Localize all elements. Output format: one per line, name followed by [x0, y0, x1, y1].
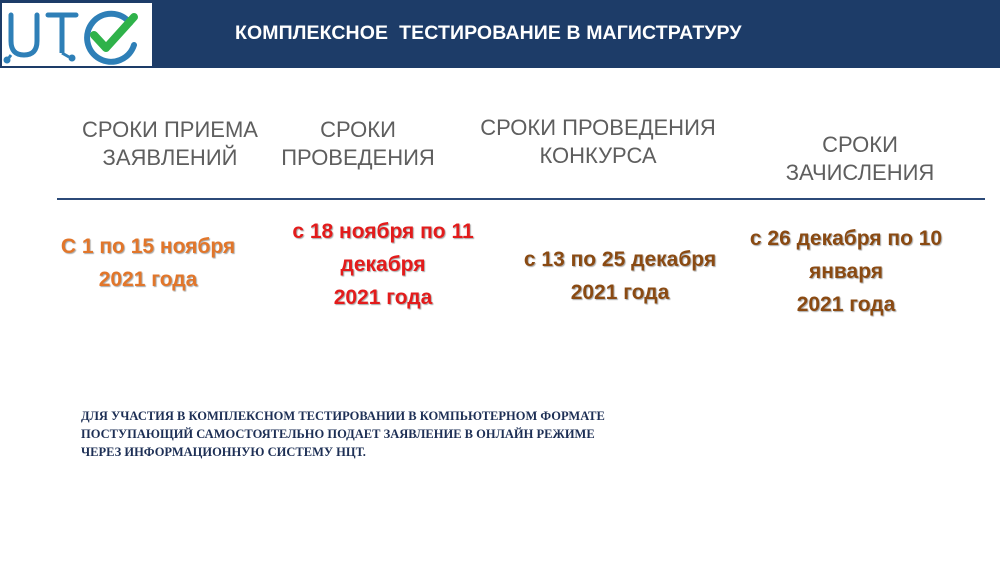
heading-line: СРОКИ: [822, 132, 898, 157]
note-line: ДЛЯ УЧАСТИЯ В КОМПЛЕКСНОМ ТЕСТИРОВАНИИ В КОМПЬЮТЕРНОМ ФОРМАТЕ: [81, 409, 605, 423]
column-heading-applications: [70, 116, 270, 172]
date-line: 2021 года: [98, 268, 198, 291]
date-enrollment: [728, 222, 964, 321]
date-line: декабря: [340, 253, 426, 276]
page-title: КОМПЛЕКСНОЕ ТЕСТИРОВАНИЕ В МАГИСТРАТУРУ: [235, 22, 742, 44]
header-bar: [0, 0, 1000, 68]
date-line: с 13 по 25 декабря: [523, 248, 717, 271]
heading-line: СРОКИ ПРИЕМА: [82, 117, 258, 142]
date-line: января: [808, 260, 884, 283]
date-line: 2021 года: [570, 281, 670, 304]
date-applications: [38, 230, 258, 296]
divider-line: [57, 198, 985, 200]
column-heading-enrollment: [770, 131, 950, 187]
checkmark-icon: [94, 17, 134, 48]
date-line: 2021 года: [333, 286, 433, 309]
column-heading-testing: [268, 116, 448, 172]
heading-line: СРОКИ: [320, 117, 396, 142]
utg-logo-graphic: [2, 3, 152, 66]
heading-line: ЗАЧИСЛЕНИЯ: [785, 160, 935, 185]
heading-line: СРОКИ ПРОВЕДЕНИЯ: [480, 115, 716, 140]
note-line: ПОСТУПАЮЩИЙ САМОСТОЯТЕЛЬНО ПОДАЕТ ЗАЯВЛЕНИЕ В ОНЛАЙН РЕЖИМЕ: [81, 427, 595, 441]
date-line: с 18 ноября по 11: [292, 220, 474, 243]
date-line: С 1 по 15 ноября: [60, 235, 236, 258]
date-competition: [500, 243, 740, 309]
date-line: с 26 декабря по 10: [749, 227, 943, 250]
utg-logo: [2, 3, 152, 66]
date-testing: [268, 215, 498, 314]
column-heading-competition: [468, 114, 728, 170]
note-line: ЧЕРЕЗ ИНФОРМАЦИОННУЮ СИСТЕМУ НЦТ.: [81, 445, 366, 459]
application-note: [81, 407, 781, 461]
date-line: 2021 года: [796, 293, 896, 316]
heading-line: ПРОВЕДЕНИЯ: [281, 145, 435, 170]
heading-line: ЗАЯВЛЕНИЙ: [102, 145, 238, 170]
heading-line: КОНКУРСА: [539, 143, 657, 168]
